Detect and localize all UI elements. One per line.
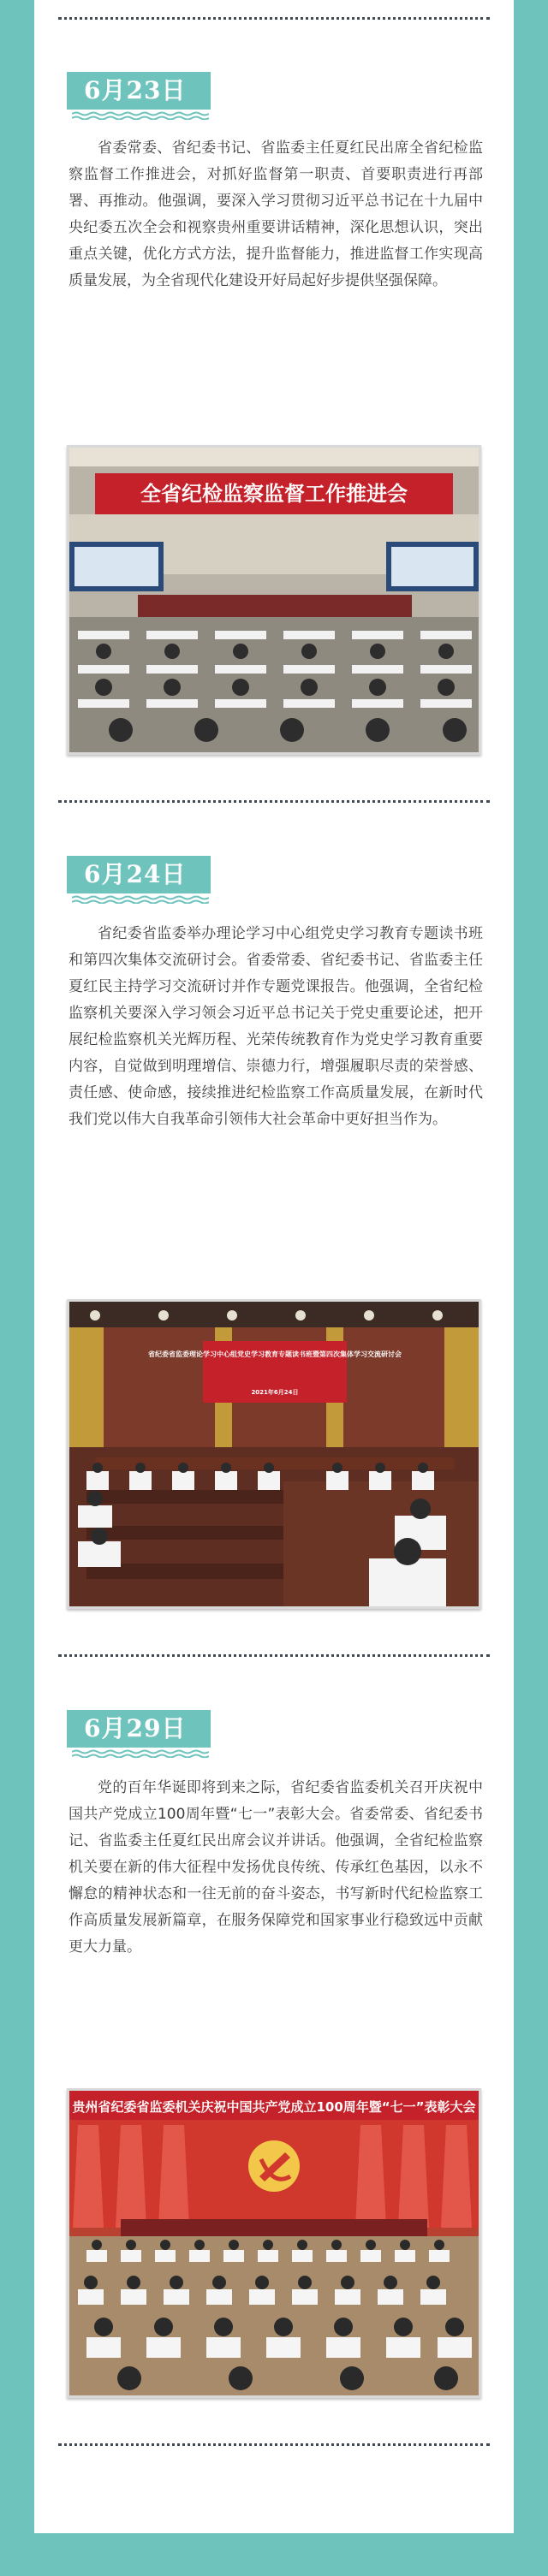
section-paragraph: 省纪委省监委举办理论学习中心组党史学习教育专题读书班和第四次集体交流研讨会。省委常委、省纪委书记、省监委主任夏红民主持学习交流研讨并作专题党课报告。他强调，全省纪检监察机关要深入学习领会习近平总书记关于党史重要论述，把开展纪检监察机关光辉历程、光荣传统教育作为党史学习教育重要内容，自觉做到明理增信、崇德力行，增强履职尽责的荣誉感、责任感、使命感，接续推进纪检监察工作高质量发展，在新时代我们党以伟大自我革命引领伟大社会革命中更好担当作为。	[68, 925, 483, 1128]
date-label: 6月23日	[67, 72, 211, 110]
photo-banner-text: 贵州省纪委省监委机关庆祝中国共产党成立100周年暨“七一”表彰大会	[72, 2099, 476, 2115]
photo-meeting-3	[67, 2088, 481, 2398]
photo-banner-date: 2021年6月24日	[251, 1389, 299, 1396]
photo-meeting-1	[67, 445, 481, 755]
dotted-divider	[58, 2443, 490, 2446]
dotted-divider	[58, 1654, 490, 1657]
dotted-divider	[58, 800, 490, 803]
dotted-divider	[58, 17, 490, 20]
photo-banner-text: 全省纪检监察监督工作推进会	[140, 482, 408, 506]
section-paragraph: 省委常委、省纪委书记、省监委主任夏红民出席全省纪检监察监督工作推进会，对抓好监督第一职责、首要职责进行再部署、再推动。他强调，要深入学习贯彻习近平总书记在十九届中央纪委五次全会和视察贵州重要讲话精神，深化思想认识，突出重点关键，优化方式方法，提升监督能力，推进监督工作实现高质量发展，为全省现代化建设开好局起好步提供坚强保障。	[68, 139, 483, 289]
photo-banner-text: 省纪委省监委理论学习中心组党史学习教育专题读书班暨第四次集体学习交流研讨会	[148, 1350, 402, 1358]
wave-underline-icon	[72, 1749, 209, 1758]
date-tag-2	[67, 856, 211, 904]
photo-meeting-2	[67, 1299, 481, 1609]
wave-underline-icon	[72, 111, 209, 120]
date-tag-3	[67, 1710, 211, 1758]
section-paragraph: 党的百年华诞即将到来之际，省纪委省监委机关召开庆祝中国共产党成立100周年暨“七一”表彰大会。省委常委、省纪委书记、省监委主任夏红民出席会议并讲话。他强调，全省纪检监察机关要在新的伟大征程中发扬优良传统、传承红色基因，以永不懈怠的精神状态和一往无前的奋斗姿态，书写新时代纪检监察工作高质量发展新篇章，在服务保障党和国家事业行稳致远中贡献更大力量。	[68, 1779, 483, 1956]
wave-underline-icon	[72, 895, 209, 904]
date-label: 6月24日	[67, 856, 211, 893]
content-card	[34, 0, 514, 2533]
date-label: 6月29日	[67, 1710, 211, 1748]
date-tag-1	[67, 72, 211, 120]
